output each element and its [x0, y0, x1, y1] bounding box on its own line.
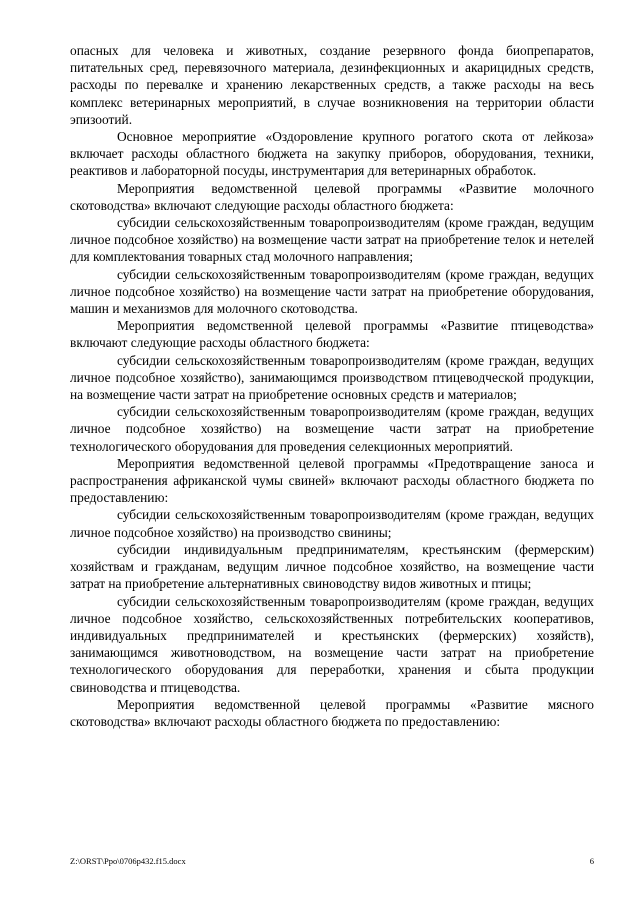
paragraph-asf-alternatives: субсидии индивидуальным предпринимателям, крестьянским (фермерским) хозяйствам и гражданам, ведущим личное подсобное хозяйство, на возмещение части затрат на приобретение альтернативных свиноводству видов животных и птицы; [70, 541, 594, 592]
paragraph-continuation: опасных для человека и животных, создание резервного фонда биопрепаратов, питательных сред, перевязочного материала, дезинфекционных и акарицидных средств, расходы по перевалке и хранению лекарственных средств, а также расходы на весь комплекс ветеринарных мероприятий, в случае возникновения на территории области эпизоотий. [70, 43, 594, 127]
paragraph-poultry-selection: субсидии сельскохозяйственным товаропроизводителям (кроме граждан, ведущих личное подсобное хозяйство) на возмещение части затрат на приобретение технологического оборудования для проведения селекционных мероприятий. [70, 404, 594, 454]
paragraph-dairy-heifers: субсидии сельскохозяйственным товаропроизводителям (кроме граждан, ведущим личное подсобное хозяйство) на возмещение части затрат на приобретение телок и нетелей для комплектования товарных стад молочного направления; [70, 215, 594, 265]
paragraph-dairy-program: Мероприятия ведомственной целевой программы «Развитие молочного скотоводства» включают следующие расходы областного бюджета: [70, 180, 594, 213]
paragraph-poultry-assets: субсидии сельскохозяйственным товаропроизводителям (кроме граждан, ведущих личное подсобное хозяйство), занимающимся производством птицеводческой продукции, на возмещение части затрат на приобретение основных средств и материалов; [70, 352, 594, 403]
footer-file-path: Z:\ORST\Ppo\0706p432.f15.docx [70, 856, 186, 866]
paragraph-asf-processing: субсидии сельскохозяйственным товаропроизводителям (кроме граждан, ведущих личное подсобное хозяйство, сельскохозяйственных потребительских кооперативов, индивидуальных предпринимателей и крестьянских (фермерских) хозяйств), занимающимся животноводством, на возмещение части затрат на приобретение технологического оборудования для переработки, хранения и сбыта продукции свиноводства и птицеводства. [70, 593, 594, 695]
paragraph-asf-program: Мероприятия ведомственной целевой программы «Предотвращение заноса и распространения африканской чумы свиней» включают расходы областного бюджета по предоставлению: [70, 455, 594, 506]
paragraph-beef-program: Мероприятия ведомственной целевой программы «Развитие мясного скотоводства» включают расходы областного бюджета по предоставлению: [70, 696, 594, 729]
paragraph-dairy-equipment: субсидии сельскохозяйственным товаропроизводителям (кроме граждан, ведущих личное подсобное хозяйство) на возмещение части затрат на приобретение оборудования, машин и механизмов для молочного скотоводства. [70, 266, 594, 317]
paragraph-poultry-program: Мероприятия ведомственной целевой программы «Развитие птицеводства» включают следующие расходы областного бюджета: [70, 318, 594, 351]
document-body [70, 42, 594, 730]
paragraph-asf-pork: субсидии сельскохозяйственным товаропроизводителям (кроме граждан, ведущих личное подсобное хозяйство) на производство свинины; [70, 507, 594, 540]
page-number: 6 [589, 856, 594, 866]
paragraph-leucosis: Основное мероприятие «Оздоровление крупного рогатого скота от лейкоза» включает расходы областного бюджета на закупку приборов, оборудования, техники, реактивов и лабораторной посуды, инструментария для ветеринарных обработок. [70, 129, 594, 179]
